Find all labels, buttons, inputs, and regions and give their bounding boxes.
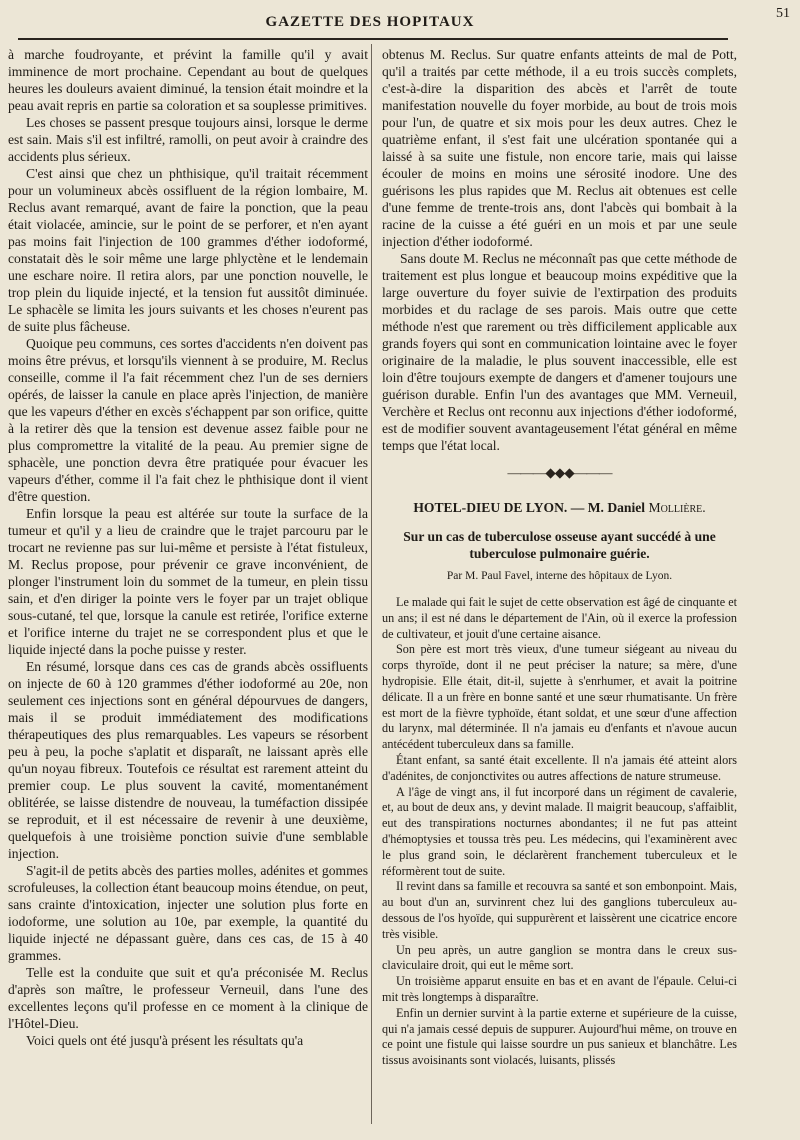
- paragraph: Le malade qui fait le sujet de cette observation est âgé de cinquante et un ans; il est né dans le département de l'Ain, où il exerce la profession de cultivateur, et jouit d'une certaine aisance.: [382, 595, 737, 641]
- paragraph: A l'âge de vingt ans, il fut incorporé dans un régiment de cavalerie, et, au bout de deux ans, y devint malade. Il maigrit beaucoup, s'affaiblit, eut des transpirations nocturnes abondantes; il ne fut pas atteint d'hémoptysies et toussa très peu. Les médecins, qui l'examinèrent avec le plus grand soin, le déclarèrent franchement tuberculeux et le réformèrent tout de suite.: [382, 784, 737, 878]
- paragraph: Les choses se passent presque toujours ainsi, lorsque le derme est sain. Mais s'il est infiltré, ramolli, on peut avoir à craindre des accidents plus sérieux.: [8, 115, 368, 164]
- paragraph: C'est ainsi que chez un phthisique, qu'il traitait récemment pour un volumineux abcès ossifluent de la région lombaire, M. Reclus avant remarqué, avant de faire la ponction, que la peau était violacée, amincie, sur le point de se perforer, et n'en ayant pas moins fait l'injection de 100 grammes d'éther iodoformé, constatait dès le soir même une large phlyctène et le lendemain une eschare noire. Il retira alors, par une ponction nouvelle, le trop plein du liquide injecté, et la tension fut aussitôt diminuée. Le sphacèle se limita les jours suivants et les choses n'eurent pas de suite plus fâcheuse.: [8, 166, 368, 334]
- ornamental-rule: ———◆◆◆———: [507, 465, 612, 480]
- page-number: 51: [776, 6, 790, 21]
- paragraph: obtenus M. Reclus. Sur quatre enfants atteints de mal de Pott, qu'il a traités par cette méthode, il a eu trois succès complets, c'est-à-dire la disparition des abcès et l'arrêt de toute manifestation nouvelle du foyer morbide, au bout de trois mois pour l'un, de quatre et six mois pour les deux autres. Chez le quatrième enfant, il s'est fait une ulcération spontanée qui a laissé à sa suite une fistule, non encore tarie, mais qui laisse écouler de moins en moins une sérosité inodore. Une des guérisons les plus rapides que M. Reclus ait obtenues est celle d'une femme de trente-trois ans, dont l'abcès qui bombait à la racine de la cuisse a été guéri en un mois et par une seule injection d'éther iodoformé.: [382, 47, 737, 249]
- paragraph: à marche foudroyante, et prévint la famille qu'il y avait imminence de mort prochaine. Cependant au bout de quelques heures les douleurs avaient diminué, la tension était moindre et la peau avait repris en partie sa coloration et sa souplesse primitives.: [8, 47, 368, 113]
- section-heading-name: Mollière.: [648, 500, 706, 515]
- left-column: [8, 46, 368, 1049]
- paragraph: Voici quels ont été jusqu'à présent les résultats qu'a: [26, 1033, 304, 1048]
- paragraph: Enfin un dernier survint à la partie externe et supérieure de la cuisse, qui n'a jamais cessé depuis de suppurer. Aujourd'hui même, on trouve en ce point une fistule qui laisse sourdre un pus sanieux et blanchâtre. Les tissus avoisinants sont violacés, luisants, plissés: [382, 1005, 737, 1068]
- paragraph: Étant enfant, sa santé était excellente. Il n'a jamais été atteint alors d'adénites, de conjonctivites ou autres affections de nature strumeuse.: [382, 752, 737, 783]
- page-header: [6, 0, 790, 36]
- section-heading: [382, 499, 737, 516]
- article-author: Par M. Paul Favel, interne des hôpitaux de Lyon.: [446, 570, 673, 582]
- column-divider: [371, 44, 372, 1124]
- paragraph: En résumé, lorsque dans ces cas de grands abcès ossifluents on injecte de 60 à 120 grammes d'éther iodoformé au 20e, non seulement ces injections sont en général dépourvues de dangers, mais il se produit immédiatement des modifications thérapeutiques des plus remarquables. Les vapeurs se résorbent peu à peu, la poche s'aplatit et disparaît, ne laissant après elle qu'un noyau fibreux. Toutefois ce résultat est rarement atteint du premier coup. Le plus souvent la cavité, momentanément oblitérée, se laisse distendre de nouveau, la tuméfaction dissipée se reproduit, et il est nécessaire de revenir à une deuxième, quelquefois à une troisième ponction suivie d'une semblable injection.: [8, 659, 368, 861]
- paragraph: Sans doute M. Reclus ne méconnaît pas que cette méthode de traitement est plus longue et beaucoup moins expéditive que la large ouverture du foyer suivie de l'extirpation des produits morbides et du raclage de ses parois. Mais outre que cette méthode n'est que rarement ou très difficilement applicable aux grands foyers qui sont en communication lointaine avec le foyer originaire de la maladie, le plus souvent inaccessible, elle est loin d'être toujours exempte de dangers et d'amener toujours une guérison durable. Enfin l'un des avantages que MM. Verneuil, Verchère et Reclus ont reconnu aux injections d'éther iodoformé, est de modifier souvent avantageusement l'état général en même temps que l'état local.: [382, 251, 737, 453]
- header-rule: [18, 38, 728, 40]
- running-title: GAZETTE DES HOPITAUX: [265, 14, 475, 30]
- case-body: [382, 595, 737, 1069]
- paragraph: Quoique peu communs, ces sortes d'accidents n'en doivent pas moins être prévus, et lorsqu'ils viennent à se produire, M. Reclus conseille, comme il l'a fait récemment chez l'un de ses derniers opérés, de laisser la canule en place après l'injection, de manière que les vapeurs d'éther en excès s'échappent par son orifice, quitte à la retirer dès que la tension est devenue assez faible pour ne plus compromettre la vitalité de la peau. Au premier signe de sphacèle, une ponction devra être pratiquée pour évacuer les vapeurs d'éther, comme il l'a fait chez le phthisique dont il vient d'être question.: [8, 336, 368, 504]
- paragraph: Un peu après, un autre ganglion se montra dans le creux sus-claviculaire droit, qui eut le même sort.: [382, 942, 737, 973]
- paragraph: Telle est la conduite que suit et qu'a préconisée M. Reclus d'après son maître, le professeur Verneuil, dans l'une des excellentes leçons qu'il professe en ce moment à la clinique de l'Hôtel-Dieu.: [8, 965, 368, 1031]
- article-title: Sur un cas de tuberculose osseuse ayant succédé à une tuberculose pulmonaire guérie.: [403, 529, 716, 561]
- paragraph: Son père est mort très vieux, d'une tumeur siégeant au niveau du corps thyroïde, dont il ne peut préciser la nature; sa mère, d'une hydropisie. Elle était, dit-il, sujette à s'enrhumer, et avait la poitrine délicate. Il a un frère en bonne santé et une sœur rhumatisante. Un frère est mort de la fièvre typhoïde, étant soldat, et une sœur d'une affection du larynx, mal déterminée. Il n'a jamais eu d'enfants et n'avoue aucun antécédent tuberculeux dans sa famille.: [382, 642, 737, 752]
- paragraph: Il revint dans sa famille et recouvra sa santé et son embonpoint. Mais, au bout d'un an, survinrent chez lui des ganglions tuberculeux au-dessous de l'os hyoïde, qui suppurèrent et laissèrent une cicatrice encore très visible.: [382, 879, 737, 941]
- paragraph: S'agit-il de petits abcès des parties molles, adénites et gommes scrofuleuses, la collection étant beaucoup moins étendue, on peut, sans crainte d'intoxication, injecter une solution plus forte en iodoforme, une solution au 10e, par exemple, la quantité du liquide injecté ne dépassant guère, dans ces cas, de 15 à 40 grammes.: [8, 863, 368, 963]
- right-column: [382, 46, 737, 1069]
- section-heading-text: HOTEL-DIEU DE LYON. — M. Daniel: [413, 500, 646, 515]
- paragraph: Un troisième apparut ensuite en bas et en avant de l'épaule. Celui-ci mit très longtemps à disparaître.: [382, 974, 737, 1004]
- paragraph: Enfin lorsque la peau est altérée sur toute la surface de la tumeur et qu'il y a lieu de craindre que le trajet parcouru par le trocart ne revienne pas sur lui-même et persiste à l'état fistuleux, M. Reclus propose, pour prévenir ce grave inconvénient, de plonger l'instrument loin du sommet de la tumeur, en plein tissu sain, et d'en diriger la pointe vers le foyer par un trajet oblique sous-cutané, tel que, lorsque la canule est retirée, l'orifice externe et l'orifice interne du trajet ne se correspondent plus et que le liquide injecté dans la poche puisse y rester.: [8, 506, 368, 657]
